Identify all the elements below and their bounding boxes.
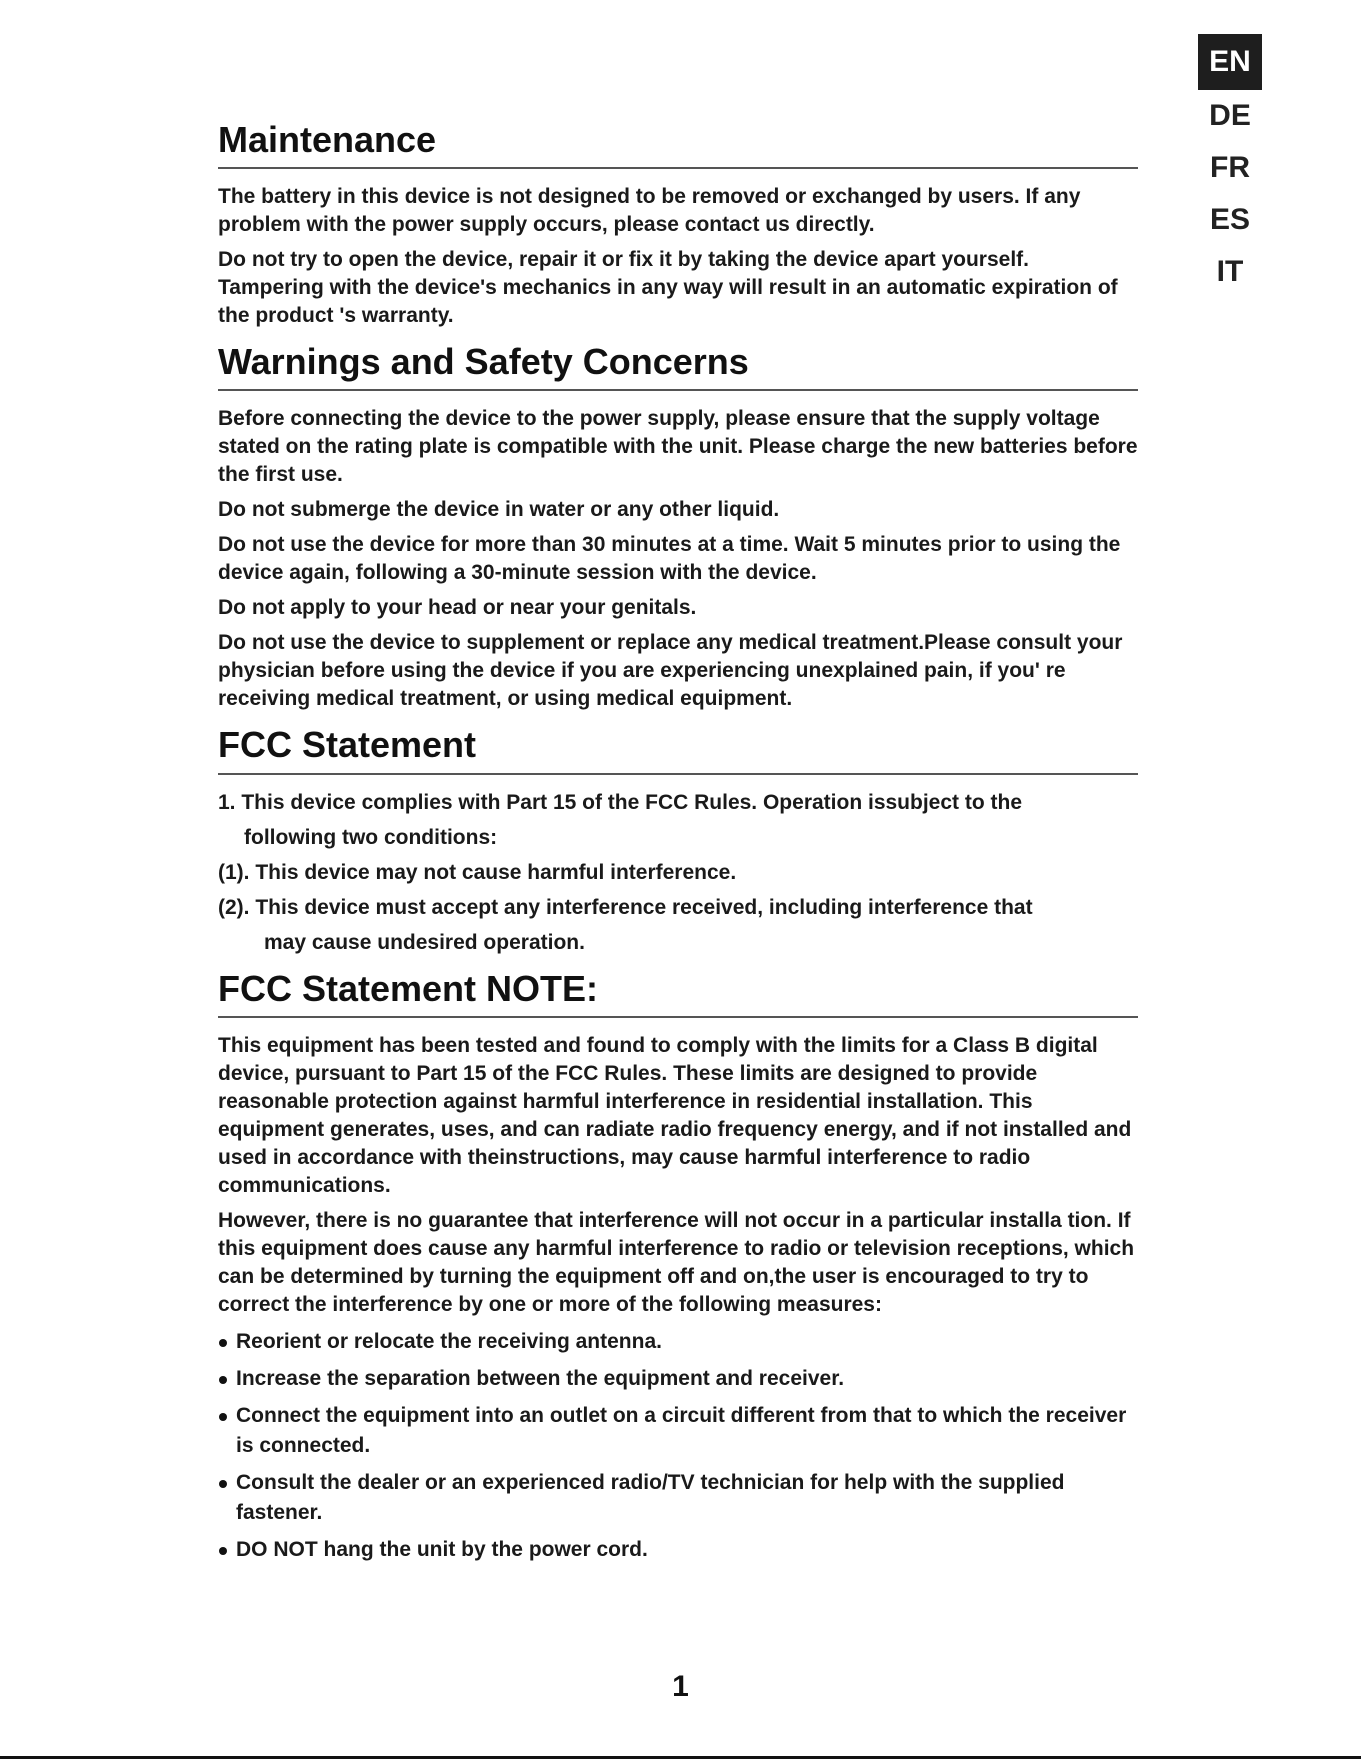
fcc-item-1: 1. This device complies with Part 15 of the FCC Rules. Operation issubject to the [218, 790, 1023, 814]
lang-tab-en[interactable]: EN [1198, 34, 1262, 90]
list-item [218, 1468, 1138, 1528]
fcc-condition-2-continued: may cause undesired operation. [264, 930, 585, 954]
fcc-heading: FCC Statement [218, 723, 1138, 774]
lang-tab-it[interactable]: IT [1216, 255, 1244, 288]
bullet-icon [219, 1413, 227, 1421]
list-item-text: DO NOT hang the unit by the power cord. [236, 1537, 648, 1561]
fcc-section [218, 723, 1138, 956]
warnings-paragraph: Before connecting the device to the power supply, please ensure that the supply voltage stated on the rating plate is compatible with the unit. Please charge the new batteries before the first use. [218, 407, 1138, 487]
document-body [218, 118, 1138, 1575]
warnings-paragraph: Do not use the device to supplement or replace any medical treatment.Please consult your physician before using the device if you are experiencing unexplained pain, if you' re receiving medical treatment, or using medical equipment. [218, 631, 1123, 711]
list-item [218, 1327, 1138, 1357]
list-item-text: Increase the separation between the equipment and receiver. [236, 1366, 845, 1390]
fcc-note-section [218, 967, 1138, 1565]
maintenance-paragraph: Do not try to open the device, repair it or fix it by taking the device apart yourself. Tampering with the device's mechanics in any way will result in an automatic expiration of the product 's warranty. [218, 248, 1118, 328]
list-item [218, 1535, 1138, 1565]
fcc-condition-2: (2). This device must accept any interference received, including interference that [218, 895, 1033, 919]
fcc-condition-1: (1). This device may not cause harmful interference. [218, 860, 737, 884]
language-tabs [1198, 34, 1262, 298]
list-item [218, 1364, 1138, 1394]
maintenance-heading: Maintenance [218, 118, 1138, 169]
maintenance-section [218, 118, 1138, 330]
warnings-heading: Warnings and Safety Concerns [218, 340, 1138, 391]
maintenance-paragraph: The battery in this device is not designed to be removed or exchanged by users. If any problem with the power supply occurs, please contact us directly. [218, 185, 1081, 237]
lang-tab-de[interactable]: DE [1209, 99, 1251, 132]
list-item [218, 1401, 1138, 1461]
fcc-measures-list [218, 1327, 1138, 1565]
bullet-icon [219, 1339, 227, 1347]
bullet-icon [219, 1480, 227, 1488]
fcc-note-heading: FCC Statement NOTE: [218, 967, 1138, 1018]
bullet-icon [219, 1376, 227, 1384]
lang-tab-fr[interactable]: FR [1210, 151, 1250, 184]
bullet-icon [219, 1547, 227, 1555]
bottom-divider [0, 1756, 1361, 1759]
warnings-paragraph: Do not apply to your head or near your genitals. [218, 596, 697, 620]
list-item-text: Reorient or relocate the receiving antenna. [236, 1329, 662, 1353]
fcc-item-1-continued: following two conditions: [244, 825, 498, 849]
fcc-note-paragraph: However, there is no guarantee that interference will not occur in a particular installa tion. If this equipment does cause any harmful interference to radio or television receptions, which can be determined by turning the equipment off and on,the user is encouraged to try to correct the interference by one or more of the following measures: [218, 1208, 1135, 1316]
fcc-note-paragraph: This equipment has been tested and found to comply with the limits for a Class B digital device, pursuant to Part 15 of the FCC Rules. These limits are designed to provide reasonable protection against harmful interference in residential installation. This equipment generates, uses, and can radiate radio frequency energy, and if not installed and used in accordance with theinstructions, may cause harmful interference to radio communications. [218, 1033, 1132, 1197]
warnings-paragraph: Do not use the device for more than 30 minutes at a time. Wait 5 minutes prior to using the device again, following a 30-minute session with the device. [218, 533, 1121, 585]
warnings-paragraph: Do not submerge the device in water or any other liquid. [218, 498, 780, 522]
list-item-text: Connect the equipment into an outlet on a circuit different from that to which the receiver is connected. [236, 1403, 1127, 1457]
list-item-text: Consult the dealer or an experienced radio/TV technician for help with the supplied fastener. [236, 1470, 1065, 1524]
warnings-section [218, 340, 1138, 713]
lang-tab-es[interactable]: ES [1209, 203, 1251, 236]
page-number: 1 [672, 1670, 689, 1703]
